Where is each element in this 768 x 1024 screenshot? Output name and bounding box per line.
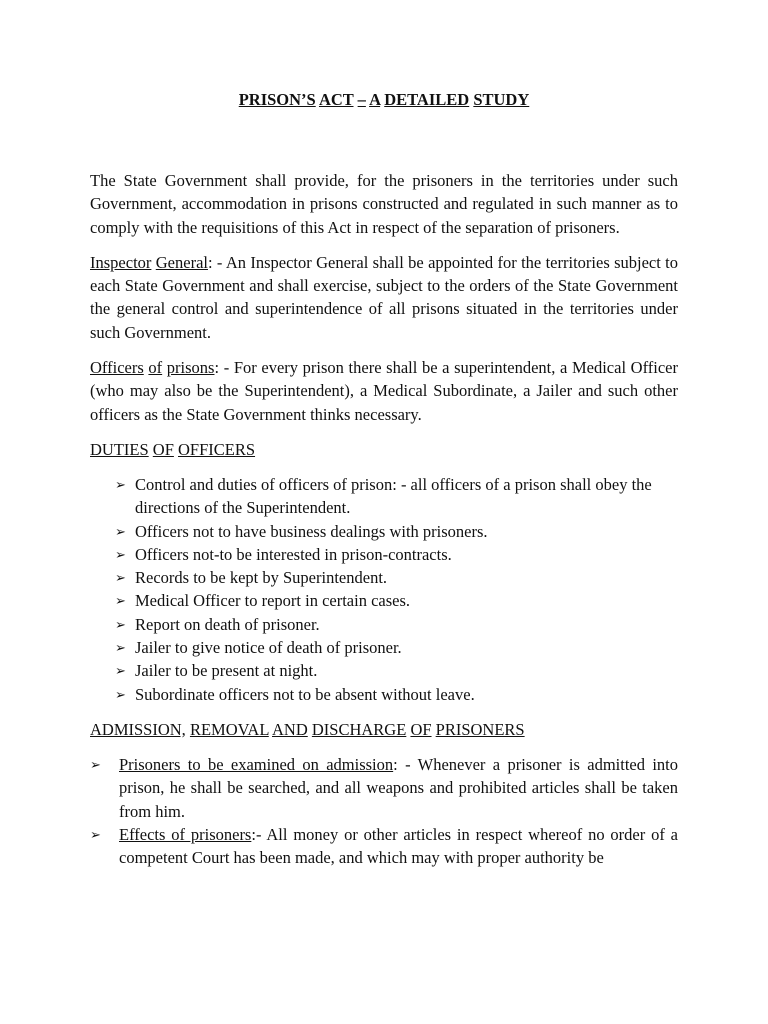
list-item — [115, 613, 678, 636]
list-item — [115, 543, 678, 566]
list-item-text: Medical Officer to report in certain cases. — [135, 591, 411, 611]
list-item-text: : - Whenever a prisoner is admitted into prison, he shall be searched, and all weapons and prohibited articles shall be taken from him. — [119, 754, 678, 821]
title-word: – — [357, 90, 366, 109]
prisons-label: prisons — [166, 358, 215, 378]
arrow-bullet-icon: ➢ — [115, 593, 126, 609]
heading-word: OF — [410, 719, 432, 739]
list-item-text: Control and duties of officers of prison: - all officers of a prison shall obey the directions of the Superintendent. — [135, 474, 652, 518]
heading-word: OF — [152, 439, 174, 459]
heading-word: PRISONERS — [435, 719, 525, 739]
inspector-general-paragraph — [90, 251, 678, 344]
list-item — [90, 823, 678, 870]
document-page — [90, 88, 678, 869]
inspector-label: Inspector — [90, 252, 152, 272]
arrow-bullet-icon: ➢ — [115, 546, 126, 562]
list-item-text: Jailer to give notice of death of prisoner. — [135, 638, 402, 658]
title-word: DETAILED — [384, 90, 470, 109]
heading-word: OFFICERS — [178, 439, 256, 459]
title-word: STUDY — [473, 90, 530, 109]
title-word: A — [369, 90, 381, 109]
heading-word: DISCHARGE — [311, 719, 407, 739]
admission-heading — [90, 718, 678, 741]
list-item-text: Records to be kept by Superintendent. — [135, 568, 388, 588]
title-word: ACT — [318, 90, 354, 109]
general-label: General — [155, 252, 208, 272]
of-label: of — [148, 358, 163, 378]
officers-paragraph — [90, 356, 678, 426]
list-item-text: :- All money or other articles in respect whereof no order of a competent Court has been made, and which may with proper authority be — [119, 824, 678, 868]
list-item — [115, 683, 678, 706]
officers-label: Officers — [90, 358, 144, 378]
list-item-text: Officers not-to be interested in prison-contracts. — [135, 544, 452, 564]
list-item — [115, 473, 678, 520]
list-item-text: Report on death of prisoner. — [135, 614, 320, 634]
arrow-bullet-icon: ➢ — [115, 663, 126, 679]
arrow-bullet-icon: ➢ — [115, 640, 126, 656]
arrow-bullet-icon: ➢ — [115, 476, 126, 492]
heading-word: REMOVAL — [189, 719, 269, 739]
officers-text: : - For every prison there shall be a superintendent, a Medical Officer (who may also be the Superintendent), a Medical Subordinate, a Jailer and such other officers as the State Government thinks necessary. — [90, 358, 678, 424]
heading-word: DUTIES — [90, 439, 149, 459]
title-word: PRISON’S — [238, 90, 316, 109]
intro-paragraph: The State Government shall provide, for the prisoners in the territories under such Government, accommodation in prisons constructed and regulated in such manner as to comply with the requisitions of this Act in respect of the separation of prisoners. — [90, 171, 678, 237]
list-item-text: Jailer to be present at night. — [135, 661, 318, 681]
admission-list — [90, 753, 678, 869]
list-item — [90, 753, 678, 823]
arrow-bullet-icon: ➢ — [115, 616, 126, 632]
arrow-bullet-icon: ➢ — [115, 570, 126, 586]
heading-word: ADMISSION, — [90, 719, 186, 739]
duties-heading — [90, 438, 678, 461]
list-item-label: Effects of prisoners — [119, 824, 252, 844]
list-item — [115, 636, 678, 659]
heading-word: AND — [272, 719, 308, 739]
arrow-bullet-icon: ➢ — [90, 756, 101, 772]
inspector-text: : - An Inspector General shall be appointed for the territories subject to each State Government and shall exercise, subject to the orders of the State Government the general control and superintendence of all prisons situated in the territories under such Government. — [90, 252, 679, 342]
page-title — [90, 88, 678, 111]
arrow-bullet-icon: ➢ — [115, 686, 126, 702]
arrow-bullet-icon: ➢ — [90, 826, 101, 842]
duties-list — [90, 473, 678, 706]
arrow-bullet-icon: ➢ — [115, 523, 126, 539]
list-item — [115, 589, 678, 612]
list-item-label: Prisoners to be examined on admission — [119, 754, 394, 774]
list-item-text: Subordinate officers not to be absent without leave. — [135, 684, 475, 704]
list-item — [115, 566, 678, 589]
list-item — [115, 659, 678, 682]
list-item-text: Officers not to have business dealings with prisoners. — [135, 521, 488, 541]
list-item — [115, 520, 678, 543]
